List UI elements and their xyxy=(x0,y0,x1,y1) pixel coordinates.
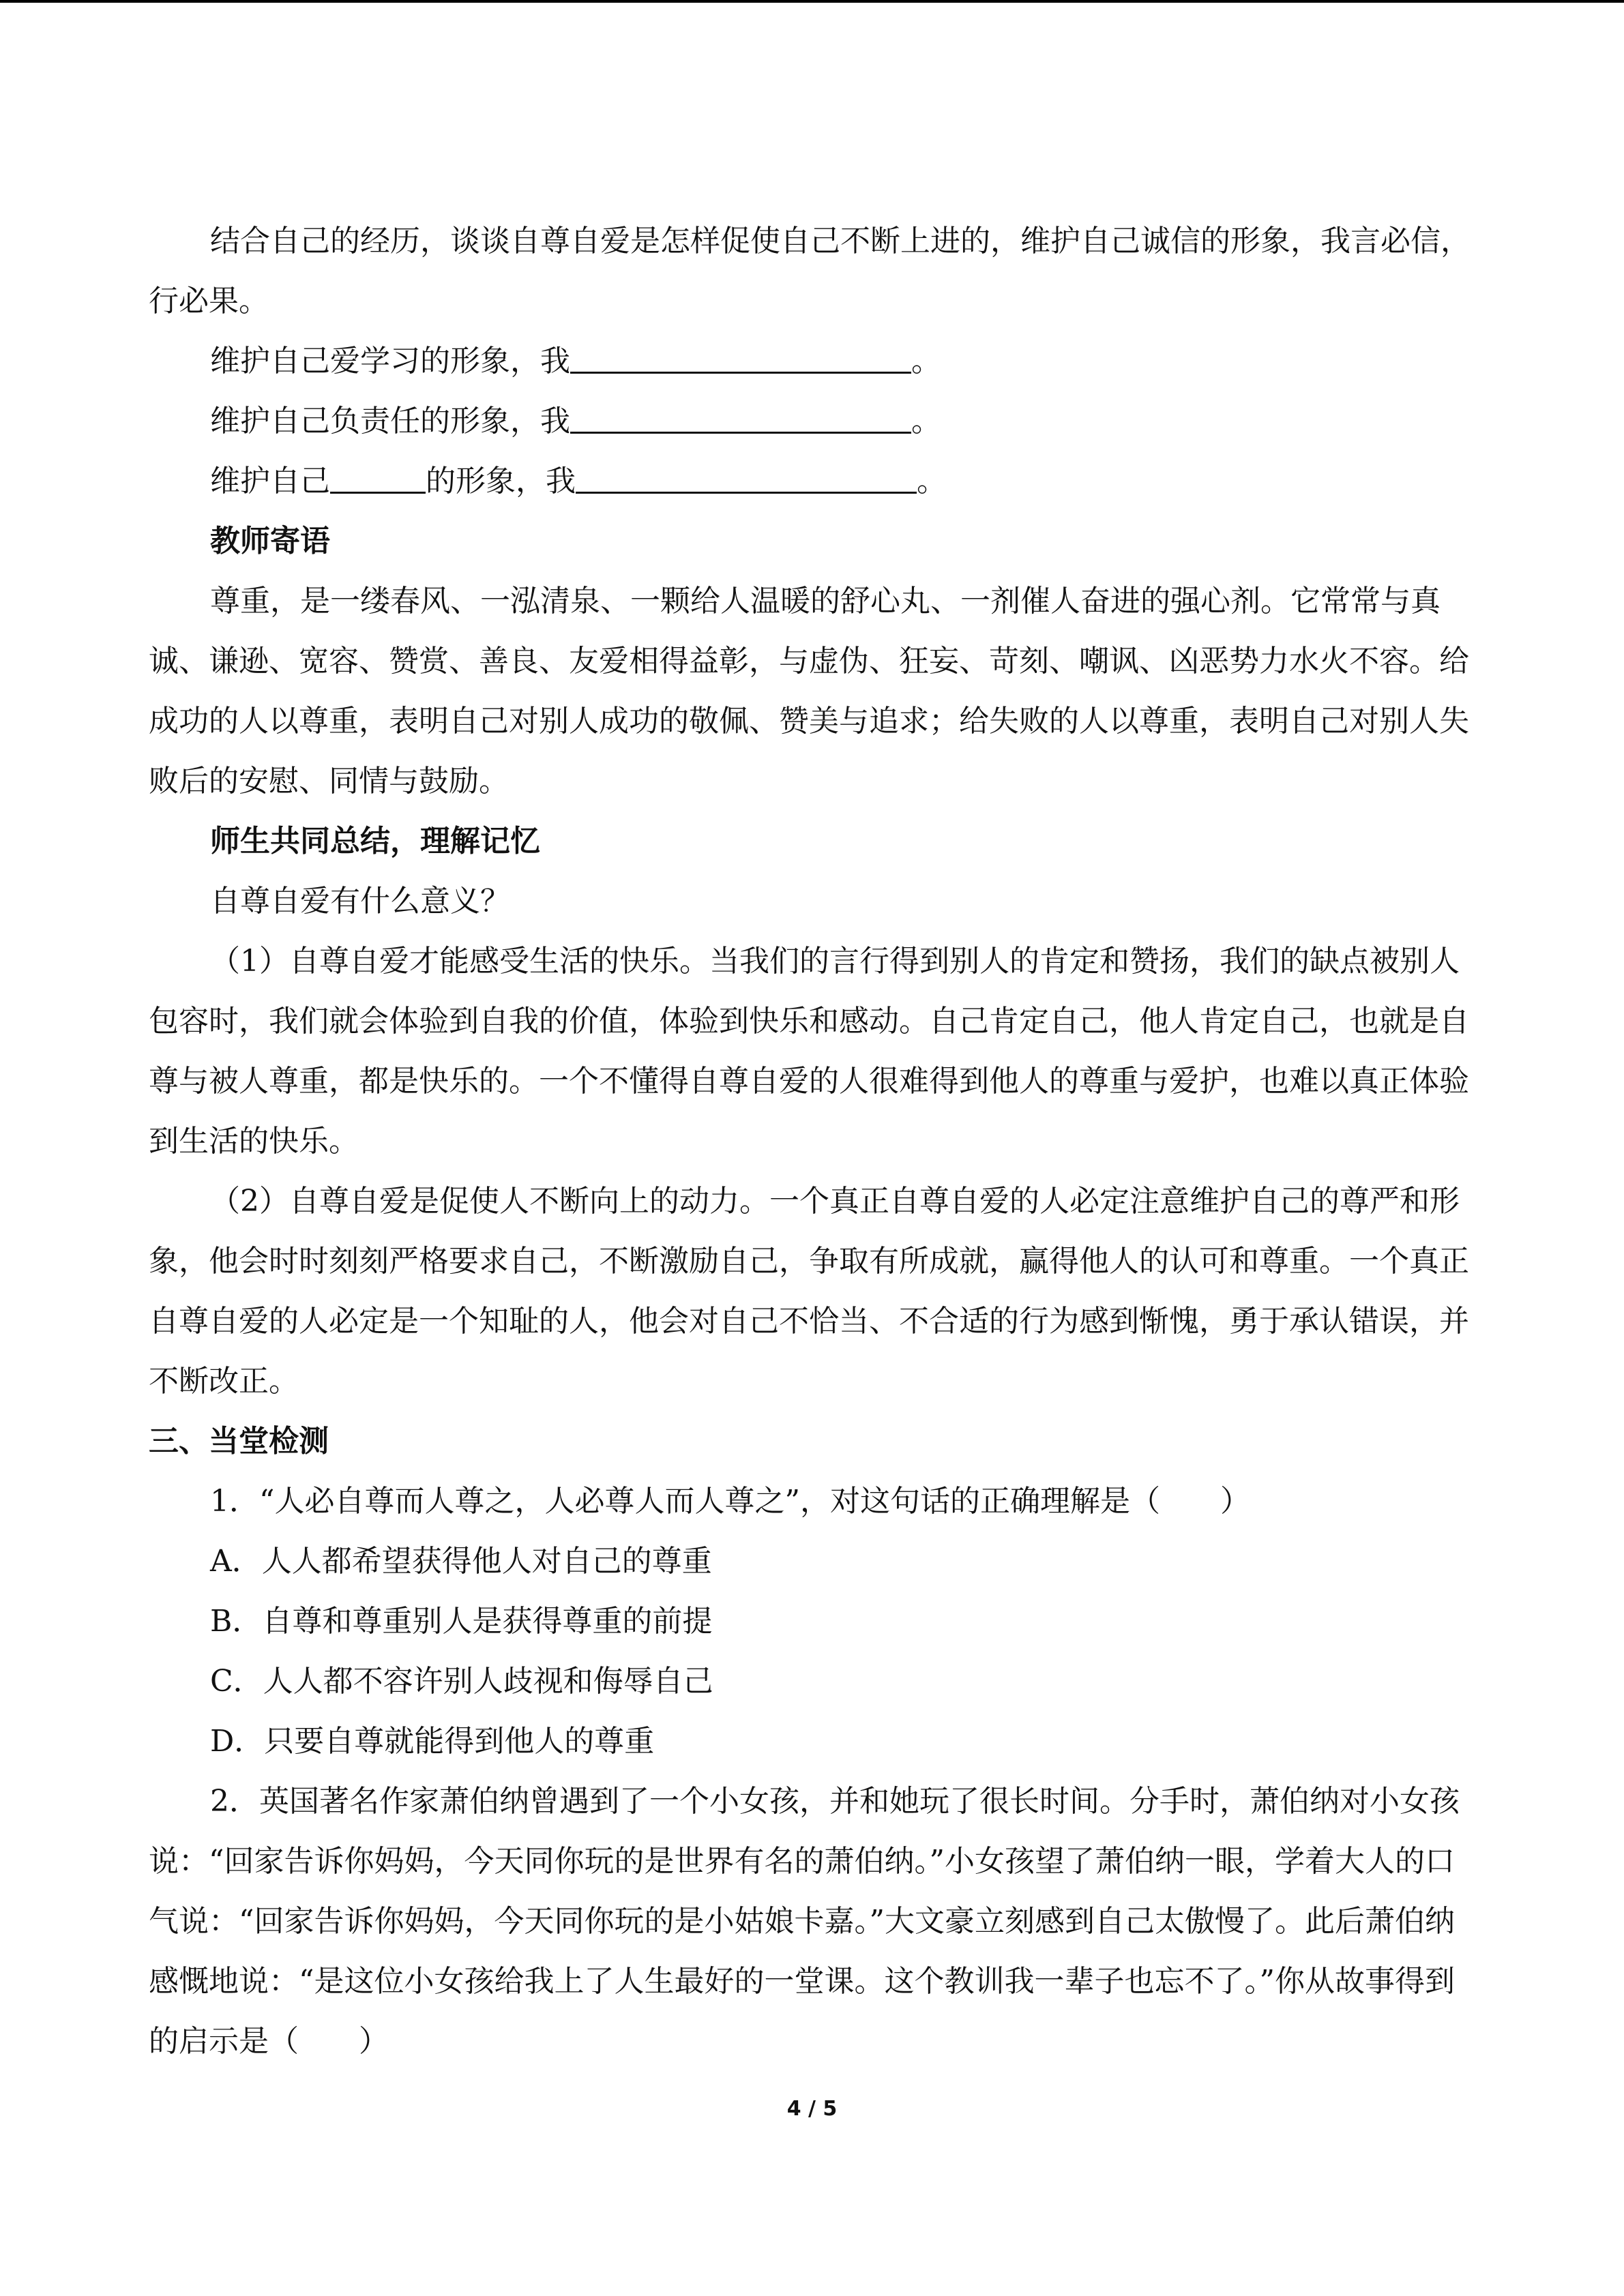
study-line-end: 。 xyxy=(911,344,941,378)
top-border xyxy=(0,0,1624,3)
page-number: 4 / 5 xyxy=(786,2097,838,2121)
summary-point-1: （1）自尊自爱才能感受生活的快乐。当我们的言行得到别人的肯定和赞扬，我们的缺点被别人包容时，我们就会体验到自我的价值，体验到快乐和感动。自己肯定自己，他人肯定自己，也就是自尊与被人尊重，都是快乐的。一个不懂得自尊自爱的人很难得到他人的尊重与爱护，也难以真正体验到生活的快乐。 xyxy=(149,944,1469,1159)
question-1-option-b: B．自尊和尊重别人是获得尊重的前提 xyxy=(210,1604,713,1639)
custom-image-line xyxy=(149,451,1477,511)
question-2: 2．英国著名作家萧伯纳曾遇到了一个小女孩，并和她玩了很长时间。分手时，萧伯纳对小女孩说：“回家告诉你妈妈，今天同你玩的是世界有名的萧伯纳。”小女孩望了萧伯纳一眼，学着大人的口气说：“回家告诉你妈妈，今天同你玩的是小姑娘卡嘉。”大文豪立刻感到自己太傲慢了。此后萧伯纳感慨地说：“是这位小女孩给我上了人生最好的一堂课。这个教训我一辈子也忘不了。”你从故事得到的启示是（ ） xyxy=(149,1784,1460,2059)
responsibility-line-prefix: 维护自己负责任的形象，我 xyxy=(210,404,570,438)
document-body xyxy=(149,211,1477,2072)
custom-image-blank[interactable] xyxy=(330,458,426,494)
responsibility-image-line xyxy=(149,391,1477,451)
teacher-message-heading: 教师寄语 xyxy=(210,524,330,558)
responsibility-answer-blank[interactable] xyxy=(570,398,911,434)
summary-point-2: （2）自尊自爱是促使人不断向上的动力。一个真正自尊自爱的人必定注意维护自己的尊严和形象，他会时时刻刻严格要求自己，不断激励自己，争取有所成就，赢得他人的认可和尊重。一个真正自尊自爱的人必定是一个知耻的人，他会对自己不恰当、不合适的行为感到惭愧，勇于承认错误，并不断改正。 xyxy=(149,1184,1469,1399)
custom-line-end: 。 xyxy=(917,464,947,498)
teacher-message-text: 尊重，是一缕春风、一泓清泉、一颗给人温暖的舒心丸、一剂催人奋进的强心剂。它常常与真诚、谦逊、宽容、赞赏、善良、友爱相得益彰，与虚伪、狂妄、苛刻、嘲讽、凶恶势力水火不容。给成功的人以尊重，表明自己对别人成功的敬佩、赞美与追求；给失败的人以尊重，表明自己对别人失败后的安慰、同情与鼓励。 xyxy=(149,584,1469,799)
test-section-heading: 三、当堂检测 xyxy=(149,1424,329,1459)
question-1-option-a: A．人人都希望获得他人对自己的尊重 xyxy=(210,1544,712,1579)
responsibility-line-end: 。 xyxy=(911,404,941,438)
summary-question: 自尊自爱有什么意义？ xyxy=(210,884,510,919)
custom-line-middle: 的形象，我 xyxy=(426,464,576,498)
reflection-intro: 结合自己的经历，谈谈自尊自爱是怎样促使自己不断上进的，维护自己诚信的形象，我言必信，行必果。 xyxy=(149,224,1471,318)
study-answer-blank[interactable] xyxy=(570,338,911,374)
summary-heading: 师生共同总结，理解记忆 xyxy=(210,824,540,859)
question-1: 1．“人必自尊而人尊之，人必尊人而人尊之”，对这句话的正确理解是（ ） xyxy=(210,1484,1250,1519)
question-1-option-d: D．只要自尊就能得到他人的尊重 xyxy=(210,1724,655,1759)
study-line-prefix: 维护自己爱学习的形象，我 xyxy=(210,344,570,378)
question-1-option-c: C．人人都不容许别人歧视和侮辱自己 xyxy=(210,1664,713,1699)
custom-line-prefix: 维护自己 xyxy=(210,464,330,498)
custom-answer-blank[interactable] xyxy=(576,458,917,494)
study-image-line xyxy=(149,331,1477,391)
